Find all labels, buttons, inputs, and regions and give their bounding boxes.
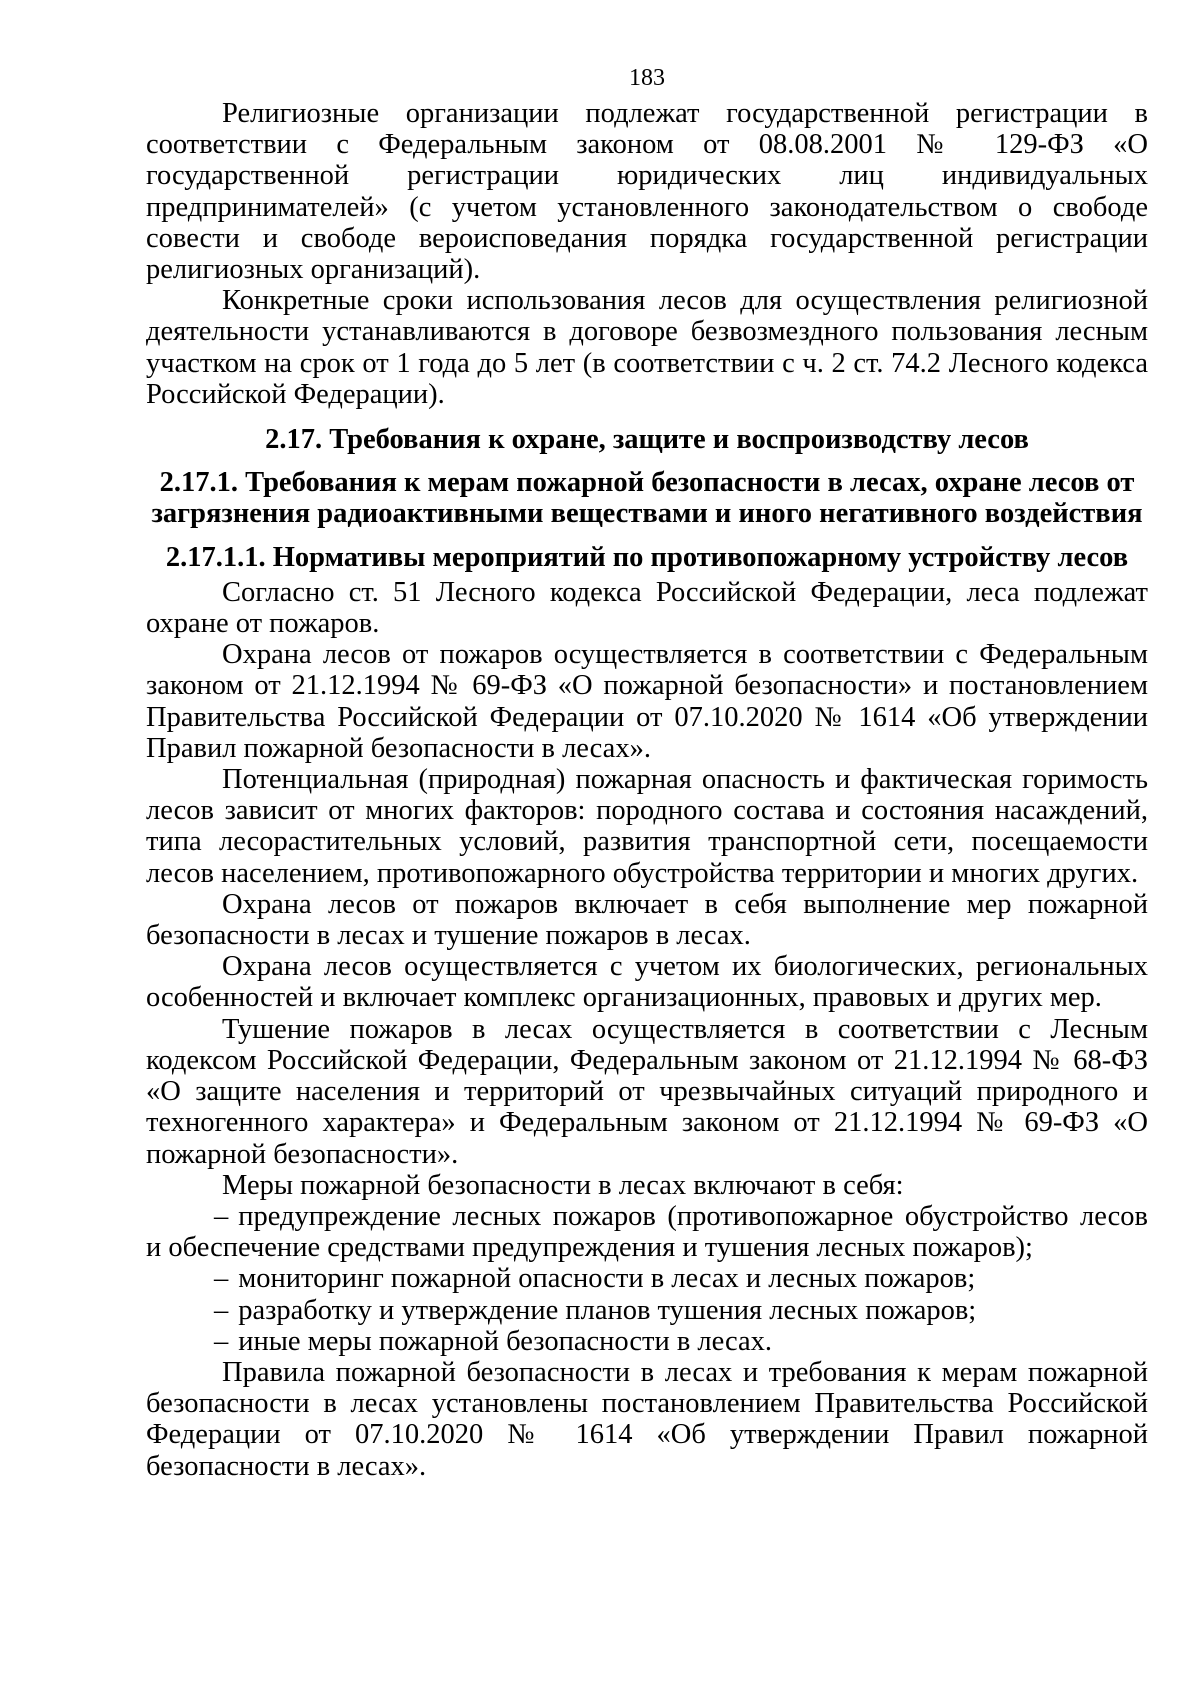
list-item bbox=[146, 1263, 1148, 1294]
list-dash: – bbox=[214, 1325, 229, 1357]
list-dash: – bbox=[214, 1263, 229, 1295]
section-heading-2-17: 2.17. Требования к охране, защите и воспроизводству лесов bbox=[265, 424, 1029, 456]
list-item bbox=[146, 1295, 1148, 1326]
page-number: 183 bbox=[629, 65, 665, 91]
paragraph-religious-terms: Конкретные сроки использования лесов для осуществления религиозной деятельности устанавливаются в договоре безвозмездного пользования лесным участком на срок от 1 года до 5 лет (в соответствии с ч. 2 ст. 74.2 Лесного кодекса Российской Федерации). bbox=[146, 285, 1148, 410]
section-heading-2-17-1: 2.17.1. Требования к мерам пожарной безопасности в лесах, охране лесов от загрязнения радиоактивными веществами и иного негативного воздействия bbox=[151, 467, 1143, 530]
list-dash: – bbox=[214, 1294, 229, 1326]
list-item-text: мониторинг пожарной опасности в лесах и лесных пожаров; bbox=[238, 1263, 976, 1295]
paragraph-fire-safety-rules: Правила пожарной безопасности в лесах и требования к мерам пожарной безопасности в лесах установлены постановлением Правительства Российской Федерации от 07.10.2020 № 1614 «Об утверждении Правил пожарной безопасности в лесах». bbox=[146, 1356, 1148, 1482]
list-item bbox=[146, 1326, 1148, 1357]
list-item bbox=[146, 1201, 1148, 1263]
paragraph-fire-protection-includes: Охрана лесов от пожаров включает в себя выполнение мер пожарной безопасности в лесах и тушение пожаров в лесах. bbox=[146, 888, 1148, 952]
list-item-text: разработку и утверждение планов тушения лесных пожаров; bbox=[238, 1294, 977, 1326]
paragraph-religious-registration: Религиозные организации подлежат государственной регистрации в соответствии с Федеральным законом от 08.08.2001 № 129-ФЗ «О государственной регистрации юридических лиц индивидуальных предпринимателей» (с учетом установленного законодательством о свободе совести и свободе вероисповедания порядка государственной регистрации религиозных организаций). bbox=[146, 98, 1148, 286]
list-item-text: предупреждение лесных пожаров (противопожарное обустройство лесов и обеспечение средствами предупреждения и тушения лесных пожаров); bbox=[146, 1200, 1148, 1264]
paragraph-fire-extinguishing-law: Тушение пожаров в лесах осуществляется в соответствии с Лесным кодексом Российской Федерации, Федеральным законом от 21.12.1994 № 68-ФЗ «О защите населения и территорий от чрезвычайных ситуаций природного и техногенного характера» и Федеральным законом от 21.12.1994 № 69-ФЗ «О пожарной безопасности». bbox=[146, 1013, 1148, 1170]
paragraph-fire-hazard-factors: Потенциальная (природная) пожарная опасность и фактическая горимость лесов зависит от многих факторов: породного состава и состояния насаждений, типа лесорастительных условий, развития транспортной сети, посещаемости лесов населением, противопожарного обустройства территории и многих других. bbox=[146, 764, 1148, 889]
paragraph-article-51: Согласно ст. 51 Лесного кодекса Российской Федерации, леса подлежат охране от пожаров. bbox=[146, 576, 1148, 640]
list-dash: – bbox=[214, 1200, 229, 1232]
paragraph-fire-safety-measures-intro: Меры пожарной безопасности в лесах включают в себя: bbox=[222, 1169, 904, 1201]
paragraph-fire-protection-law: Охрана лесов от пожаров осуществляется в соответствии с Федеральным законом от 21.12.1994 № 69-ФЗ «О пожарной безопасности» и постановлением Правительства Российской Федерации от 07.10.2020 № 1614 «Об утверждении Правил пожарной безопасности в лесах». bbox=[146, 639, 1148, 764]
section-heading-2-17-1-1: 2.17.1.1. Нормативы мероприятий по противопожарному устройству лесов bbox=[165, 541, 1129, 573]
paragraph-forest-protection-measures: Охрана лесов осуществляется с учетом их биологических, региональных особенностей и включает комплекс организационных, правовых и других мер. bbox=[146, 951, 1148, 1014]
document-page bbox=[146, 64, 1148, 1482]
list-item-text: иные меры пожарной безопасности в лесах. bbox=[238, 1325, 773, 1357]
